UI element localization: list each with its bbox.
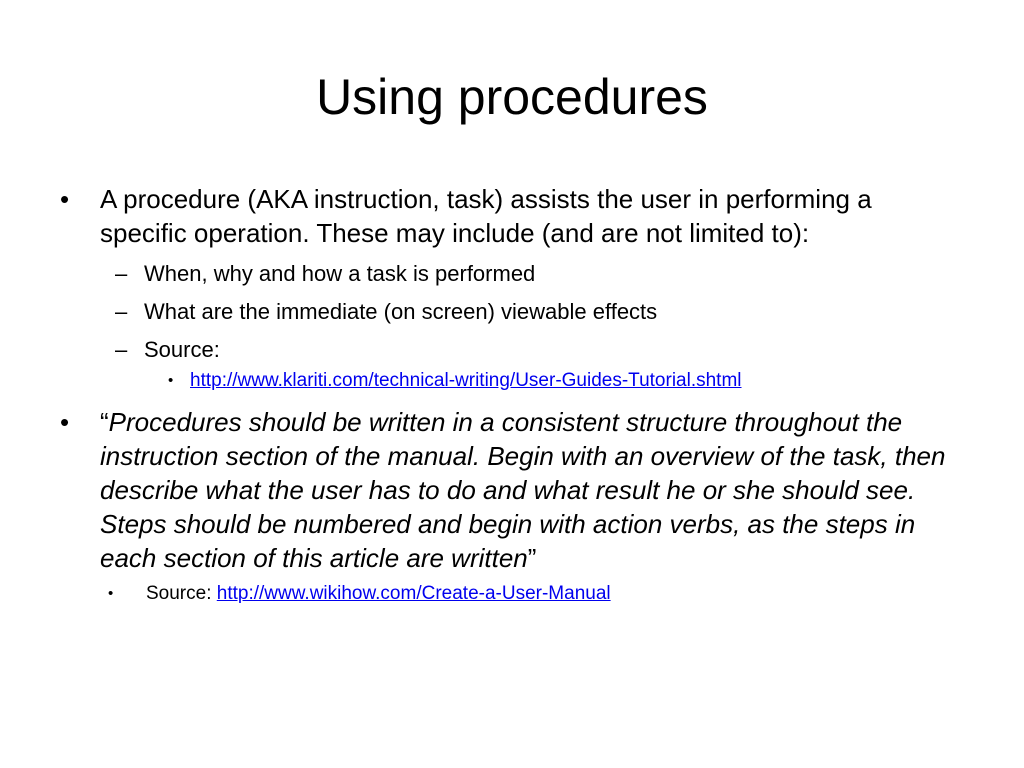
- bullet-marker: •: [60, 184, 70, 214]
- close-quote: ”: [527, 543, 537, 573]
- open-quote: “: [100, 407, 109, 437]
- sub-bullet-when-why-how: [60, 259, 960, 288]
- bullet-marker: •: [108, 585, 114, 602]
- bullet-text: A procedure (AKA instruction, task) assists the user in performing a specific operation. These may include (and are not limited to):: [100, 184, 872, 248]
- bullet-procedure-definition: [60, 182, 960, 250]
- source-link-item: [60, 369, 960, 393]
- quote-text: Procedures should be written in a consistent structure throughout the instruction section of the manual. Begin with an overview of the task, then describe what the user has to do and what result he or she should see. Steps should be numbered and begin with action verbs, as the steps in each section of this article are written: [100, 407, 946, 573]
- sub-bullet-text: Source:: [144, 337, 220, 362]
- slide-title: Using procedures: [316, 69, 708, 125]
- wikihow-source-item: [60, 582, 960, 606]
- source-label: Source:: [146, 583, 217, 604]
- sub-bullet-source: [60, 335, 960, 364]
- dash-marker: –: [115, 337, 128, 362]
- bullet-marker: •: [168, 372, 174, 389]
- bullet-marker: •: [60, 407, 70, 437]
- sub-bullet-viewable-effects: [60, 297, 960, 326]
- sub-bullet-text: What are the immediate (on screen) viewable effects: [144, 299, 658, 324]
- slide-content: [60, 182, 960, 606]
- wikihow-source-link[interactable]: http://www.wikihow.com/Create-a-User-Manual: [216, 583, 611, 604]
- dash-marker: –: [115, 299, 128, 324]
- bullet-wikihow-quote: [60, 405, 960, 575]
- sub-bullet-text: When, why and how a task is performed: [144, 261, 536, 286]
- klariti-source-link[interactable]: http://www.klariti.com/technical-writing/User-Guides-Tutorial.shtml: [190, 370, 742, 391]
- dash-marker: –: [115, 261, 128, 286]
